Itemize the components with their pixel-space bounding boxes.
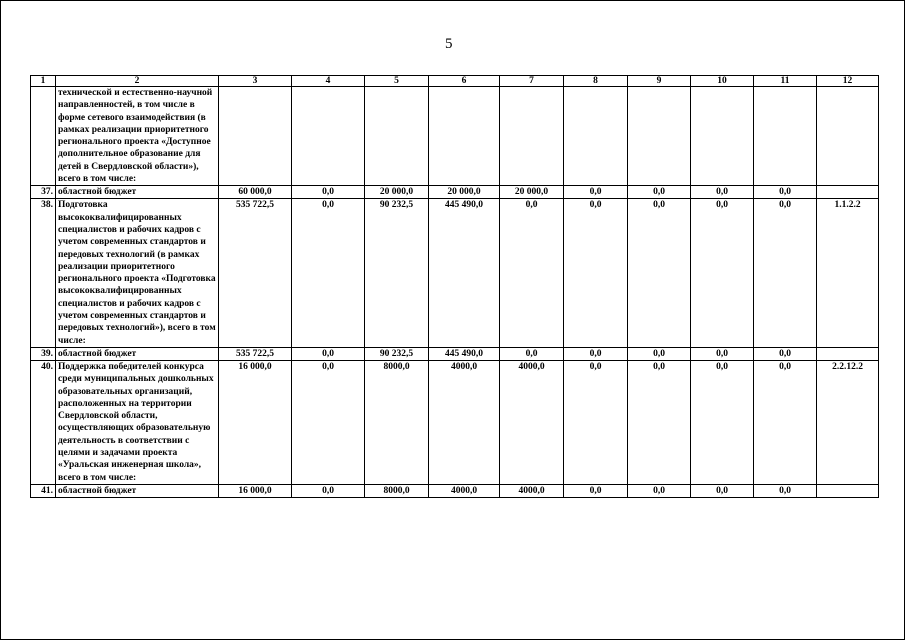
value-cell	[429, 87, 500, 186]
row-number: 41.	[31, 484, 56, 497]
code-cell: 1.1.2.2	[817, 199, 879, 348]
header-cell: 4	[292, 76, 365, 87]
value-cell	[365, 87, 429, 186]
value-cell: 16 000,0	[219, 360, 292, 484]
value-cell	[628, 87, 691, 186]
table-row	[31, 484, 879, 497]
value-cell: 4000,0	[429, 484, 500, 497]
value-cell: 0,0	[292, 347, 365, 360]
row-number: 40.	[31, 360, 56, 484]
value-cell: 0,0	[754, 199, 817, 348]
row-description: областной бюджет	[56, 484, 219, 497]
header-cell: 2	[56, 76, 219, 87]
header-row	[31, 76, 879, 87]
value-cell: 0,0	[754, 347, 817, 360]
code-cell	[817, 186, 879, 199]
value-cell: 0,0	[500, 199, 564, 348]
value-cell: 4000,0	[500, 360, 564, 484]
value-cell: 8000,0	[365, 484, 429, 497]
header-cell: 12	[817, 76, 879, 87]
value-cell: 4000,0	[429, 360, 500, 484]
header-cell: 1	[31, 76, 56, 87]
table-row	[31, 347, 879, 360]
table-row	[31, 186, 879, 199]
value-cell: 8000,0	[365, 360, 429, 484]
value-cell: 4000,0	[500, 484, 564, 497]
page-number: 5	[445, 36, 453, 52]
value-cell: 0,0	[564, 186, 628, 199]
row-number: 39.	[31, 347, 56, 360]
value-cell: 0,0	[754, 186, 817, 199]
value-cell: 0,0	[292, 199, 365, 348]
value-cell: 90 232,5	[365, 199, 429, 348]
value-cell: 535 722,5	[219, 347, 292, 360]
table-row	[31, 199, 879, 348]
value-cell	[500, 87, 564, 186]
value-cell: 0,0	[292, 360, 365, 484]
row-number	[31, 87, 56, 186]
header-cell: 8	[564, 76, 628, 87]
value-cell: 0,0	[564, 360, 628, 484]
value-cell: 0,0	[292, 186, 365, 199]
value-cell: 0,0	[754, 484, 817, 497]
value-cell: 0,0	[628, 347, 691, 360]
value-cell: 0,0	[564, 199, 628, 348]
value-cell: 445 490,0	[429, 347, 500, 360]
row-description: технической и естественно-научной направленностей, в том числе в форме сетевого взаимодействия (в рамках реализации приоритетного регионального проекта «Доступное дополнительное образование для детей в Свердловской области»), всего в том числе:	[56, 87, 219, 186]
row-number: 38.	[31, 199, 56, 348]
header-cell: 6	[429, 76, 500, 87]
value-cell: 0,0	[628, 186, 691, 199]
header-cell: 11	[754, 76, 817, 87]
row-description: областной бюджет	[56, 347, 219, 360]
value-cell	[564, 87, 628, 186]
code-cell	[817, 87, 879, 186]
value-cell	[292, 87, 365, 186]
table-row	[31, 360, 879, 484]
value-cell: 16 000,0	[219, 484, 292, 497]
value-cell: 0,0	[754, 360, 817, 484]
value-cell: 0,0	[292, 484, 365, 497]
value-cell: 0,0	[628, 199, 691, 348]
value-cell: 20 000,0	[429, 186, 500, 199]
header-cell: 3	[219, 76, 292, 87]
value-cell: 20 000,0	[500, 186, 564, 199]
row-description: Поддержка победителей конкурса среди муниципальных дошкольных образовательных организаций, расположенных на территории Свердловской области, осуществляющих образовательную деятельность в соответствии с целями и задачами проекта «Уральская инженерная школа», всего в том числе:	[56, 360, 219, 484]
code-cell: 2.2.12.2	[817, 360, 879, 484]
header-cell: 10	[691, 76, 754, 87]
value-cell: 20 000,0	[365, 186, 429, 199]
header-cell: 7	[500, 76, 564, 87]
value-cell: 0,0	[564, 484, 628, 497]
row-description: Подготовка высококвалифицированных специалистов и рабочих кадров с учетом современных стандартов и передовых технологий (в рамках реализации приоритетного регионального проекта «Подготовка высококвалифицированных специалистов и рабочих кадров с учетом современных стандартов и передовых технологий»), всего в том числе:	[56, 199, 219, 348]
value-cell: 0,0	[691, 186, 754, 199]
value-cell: 0,0	[628, 484, 691, 497]
value-cell: 90 232,5	[365, 347, 429, 360]
value-cell: 60 000,0	[219, 186, 292, 199]
value-cell	[219, 87, 292, 186]
value-cell: 0,0	[564, 347, 628, 360]
header-cell: 9	[628, 76, 691, 87]
row-number: 37.	[31, 186, 56, 199]
value-cell: 0,0	[691, 199, 754, 348]
table-row	[31, 87, 879, 186]
code-cell	[817, 484, 879, 497]
value-cell	[691, 87, 754, 186]
budget-table	[30, 75, 879, 498]
value-cell: 0,0	[691, 347, 754, 360]
value-cell	[754, 87, 817, 186]
value-cell: 0,0	[628, 360, 691, 484]
value-cell: 0,0	[691, 484, 754, 497]
value-cell: 0,0	[500, 347, 564, 360]
value-cell: 535 722,5	[219, 199, 292, 348]
value-cell: 0,0	[691, 360, 754, 484]
code-cell	[817, 347, 879, 360]
value-cell: 445 490,0	[429, 199, 500, 348]
row-description: областной бюджет	[56, 186, 219, 199]
header-cell: 5	[365, 76, 429, 87]
